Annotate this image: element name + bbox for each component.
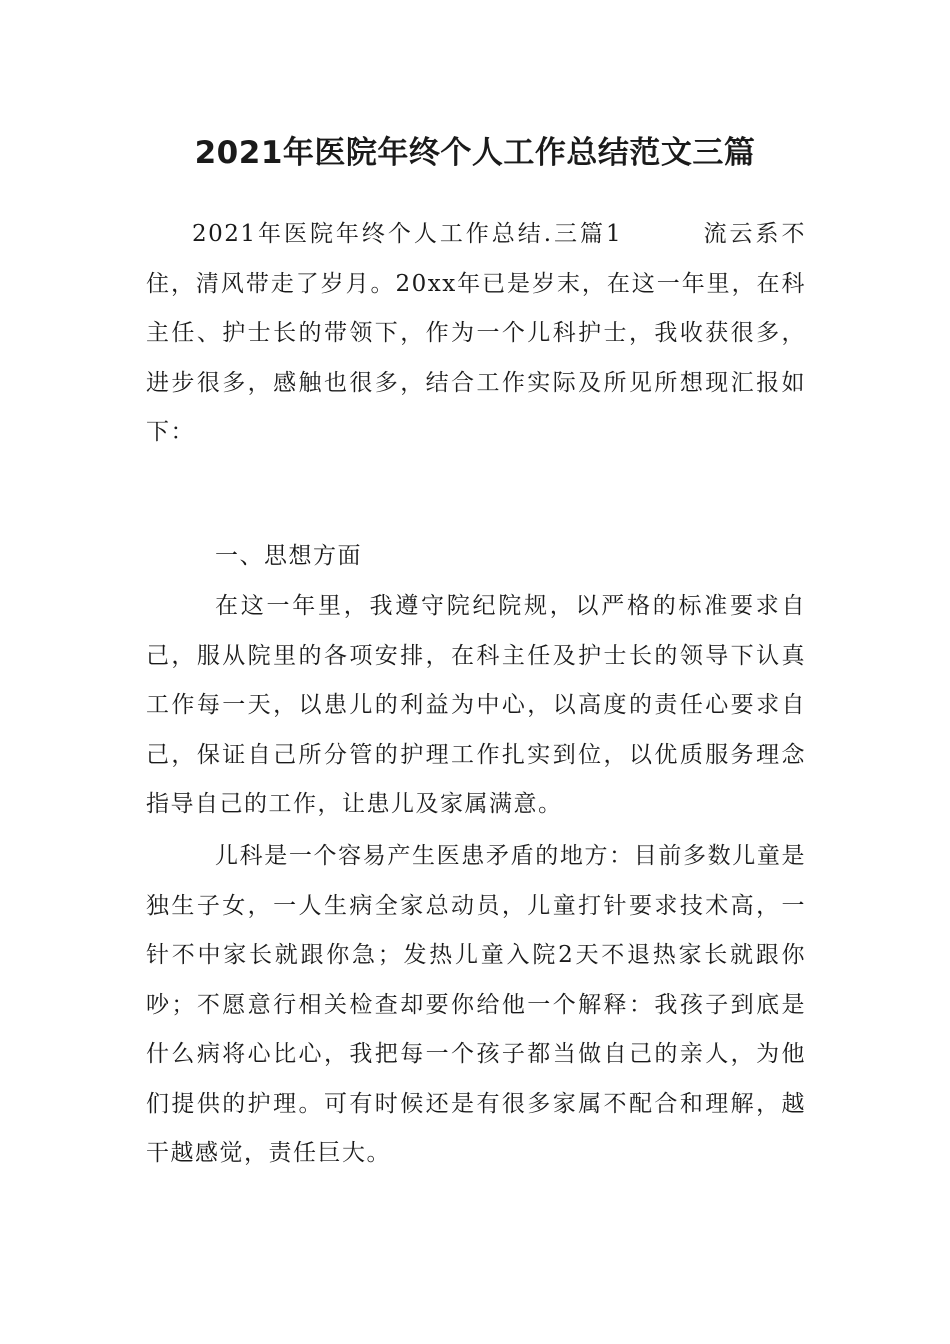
section-paragraph-1: 在这一年里，我遵守院纪院规，以严格的标准要求自己，服从院里的各项安排，在科主任及护士长的领导下认真工作每一天，以患儿的利益为中心，以高度的责任心要求自己，保证自己所分管的护理工作扎实到位，以优质服务理念指导自己的工作，让患儿及家属满意。 xyxy=(146,593,806,817)
intro-rest: 流云系不住，清风带走了岁月。20xx年已是岁末，在这一年里，在科主任、护士长的带领下，作为一个儿科护士，我收获很多，进步很多，感触也很多，结合工作实际及所见所想现汇报如下： xyxy=(146,221,807,445)
intro-paragraph xyxy=(146,210,806,458)
section-heading: 一、思想方面 xyxy=(215,543,362,569)
intro-lead: 2021年医院年终个人工作总结.三篇1 xyxy=(192,221,623,247)
document-title: 2021年医院年终个人工作总结范文三篇 xyxy=(194,135,756,171)
section-paragraph-2: 儿科是一个容易产生医患矛盾的地方：目前多数儿童是独生子女，一人生病全家总动员，儿童打针要求技术高，一针不中家长就跟你急；发热儿童入院2天不退热家长就跟你吵；不愿意行相关检查却要你给他一个解释：我孩子到底是什么病将心比心，我把每一个孩子都当做自己的亲人，为他们提供的护理。可有时候还是有很多家属不配合和理解，越干越感觉，责任巨大。 xyxy=(146,843,806,1166)
